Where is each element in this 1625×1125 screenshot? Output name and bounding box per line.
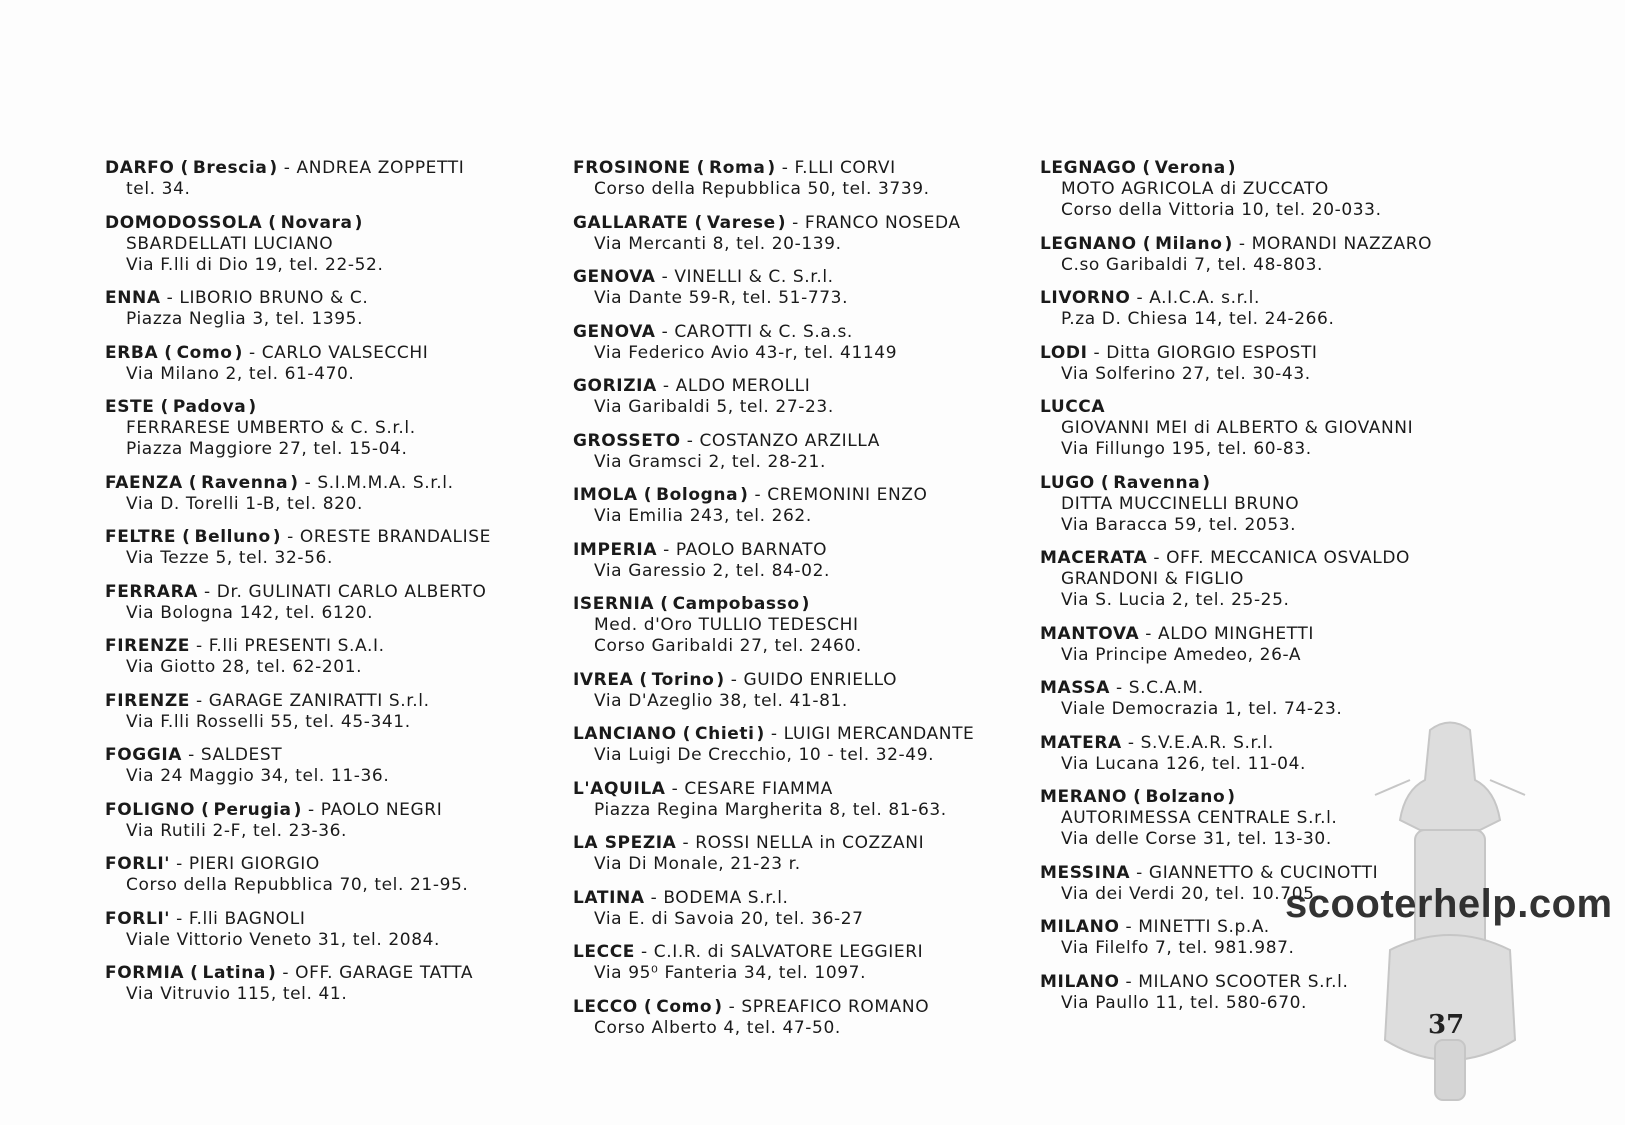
dealer-entry	[573, 997, 1018, 1039]
entry-heading	[573, 431, 1018, 452]
address-line: Via Di Monale, 21-23 r.	[594, 854, 801, 874]
province-name: ( Campobasso )	[660, 594, 810, 614]
dealer-entry	[105, 213, 545, 276]
entry-heading	[573, 833, 1018, 854]
dealer-entry	[573, 833, 1018, 875]
dealer-name: - SPREAFICO ROMANO	[723, 997, 930, 1017]
city-name: GENOVA	[573, 267, 656, 287]
city-name: FOLIGNO	[105, 799, 196, 820]
address-line: FERRARESE UMBERTO & C. S.r.l.	[126, 418, 416, 438]
dealer-entry	[573, 322, 1018, 364]
entry-heading	[1040, 678, 1480, 699]
dealer-entry	[105, 963, 545, 1005]
watermark-text: scooterhelp.com	[1285, 882, 1613, 926]
dealer-entry	[573, 431, 1018, 473]
address-line: Via Emilia 243, tel. 262.	[594, 506, 812, 526]
province-name: ( Latina )	[190, 963, 276, 983]
entry-heading	[573, 888, 1018, 909]
dealer-name: - Dr. GULINATI CARLO ALBERTO	[198, 582, 486, 602]
city-name: IMPERIA	[573, 539, 658, 560]
dealer-entry	[573, 942, 1018, 984]
dealer-entry	[105, 854, 545, 896]
dealer-entry	[105, 158, 545, 200]
dealer-entry	[105, 691, 545, 733]
address-line: Via Paullo 11, tel. 580-670.	[1061, 992, 1308, 1013]
entry-heading	[573, 942, 1018, 963]
address-line: Corso della Repubblica 50, tel. 3739.	[594, 179, 930, 199]
address-line: Via D'Azeglio 38, tel. 41-81.	[594, 690, 848, 711]
entry-heading	[573, 267, 1018, 288]
city-name: LUCCA	[1040, 397, 1106, 417]
dealer-entry	[573, 670, 1018, 712]
dealer-entry	[573, 888, 1018, 930]
address-line: Via Gramsci 2, tel. 28-21.	[594, 451, 826, 472]
dealer-name: - SALDEST	[182, 745, 282, 765]
address-line: Viale Democrazia 1, tel. 74-23.	[1061, 699, 1343, 719]
address-line: Piazza Neglia 3, tel. 1395.	[126, 309, 364, 329]
city-name: LIVORNO	[1040, 288, 1131, 308]
dealer-name: - S.V.E.A.R. S.r.l.	[1122, 733, 1274, 753]
dealer-entry	[573, 594, 1018, 657]
address-line: Via Baracca 59, tel. 2053.	[1061, 514, 1297, 535]
address-line: Corso Garibaldi 27, tel. 2460.	[594, 636, 862, 656]
entry-heading	[105, 473, 545, 494]
address-line: Piazza Regina Margherita 8, tel. 81-63.	[594, 799, 947, 820]
address-line: Via Lucana 126, tel. 11-04.	[1061, 753, 1307, 774]
province-name: ( Belluno )	[182, 527, 281, 547]
city-name: MILANO	[1040, 917, 1120, 937]
dealer-name: - LIBORIO BRUNO & C.	[161, 288, 369, 308]
entry-heading	[105, 800, 545, 821]
city-name: LA SPEZIA	[573, 833, 677, 853]
address-line: Corso Alberto 4, tel. 47-50.	[594, 1017, 841, 1038]
entry-heading	[573, 485, 1018, 506]
address-line: Corso della Vittoria 10, tel. 20-033.	[1061, 200, 1382, 220]
address-line: MOTO AGRICOLA di ZUCCATO	[1061, 179, 1329, 199]
province-name: ( Perugia )	[201, 800, 302, 820]
city-name: MILANO	[1040, 971, 1120, 992]
dealer-entry	[105, 745, 545, 787]
dealer-name: - CARLO VALSECCHI	[243, 343, 428, 363]
province-name: ( Ravenna )	[189, 473, 299, 493]
address-line: Via Solferino 27, tel. 30-43.	[1061, 363, 1311, 384]
city-name: ISERNIA	[573, 594, 655, 614]
entry-heading	[105, 582, 545, 603]
entry-heading	[105, 691, 545, 712]
dealer-name: - CESARE FIAMMA	[666, 779, 833, 799]
address-line: Viale Vittorio Veneto 31, tel. 2084.	[126, 929, 441, 950]
province-name: ( Milano )	[1143, 234, 1233, 254]
province-name: ( Varese )	[694, 213, 786, 233]
city-name: FIRENZE	[105, 690, 191, 711]
dealer-entry	[573, 724, 1018, 766]
address-line: SBARDELLATI LUCIANO	[126, 233, 334, 254]
city-name: IVREA	[573, 669, 634, 690]
province-name: ( Novara )	[268, 213, 363, 233]
address-line: Via Bologna 142, tel. 6120.	[126, 602, 374, 623]
entry-heading	[105, 527, 545, 548]
address-line: Via F.lli Rosselli 55, tel. 45-341.	[126, 711, 411, 732]
dealer-name: - MILANO SCOOTER S.r.l.	[1120, 972, 1349, 992]
address-line: Via 95⁰ Fanteria 34, tel. 1097.	[594, 963, 867, 983]
city-name: MANTOVA	[1040, 623, 1140, 644]
dealer-name: - BODEMA S.r.l.	[645, 888, 789, 908]
dealer-entry	[1040, 288, 1480, 330]
dealer-name: - A.I.C.A. s.r.l.	[1130, 288, 1260, 308]
city-name: DARFO	[105, 158, 175, 178]
province-name: ( Chieti )	[683, 724, 765, 744]
entry-heading	[1040, 234, 1480, 255]
entry-heading	[1040, 288, 1480, 309]
address-line: Piazza Maggiore 27, tel. 15-04.	[126, 439, 408, 459]
dealer-name: - GARAGE ZANIRATTI S.r.l.	[190, 691, 430, 711]
dealer-entry	[1040, 548, 1480, 611]
city-name: LODI	[1040, 342, 1088, 363]
dealer-entry	[573, 779, 1018, 821]
entry-heading	[105, 636, 545, 657]
dealer-name: - ROSSI NELLA in COZZANI	[676, 833, 924, 853]
dealer-name: - ALDO MINGHETTI	[1139, 624, 1314, 644]
city-name: ENNA	[105, 288, 161, 308]
address-line: Via Milano 2, tel. 61-470.	[126, 363, 355, 384]
city-name: FAENZA	[105, 472, 183, 493]
entry-heading	[573, 670, 1018, 691]
dealer-name: - ORESTE BRANDALISE	[281, 527, 491, 547]
city-name: GORIZIA	[573, 376, 657, 396]
entry-heading	[105, 963, 545, 984]
address-line: Via S. Lucia 2, tel. 25-25.	[1061, 590, 1290, 610]
city-name: LUGO	[1040, 472, 1095, 493]
entry-heading	[105, 213, 545, 234]
dealer-name: - F.lli BAGNOLI	[170, 909, 305, 929]
entry-heading	[573, 779, 1018, 800]
address-line: Med. d'Oro TULLIO TEDESCHI	[594, 615, 859, 635]
dealer-name: - PIERI GIORGIO	[170, 854, 320, 874]
city-name: FELTRE	[105, 527, 177, 547]
address-line: Via Tezze 5, tel. 32-56.	[126, 548, 333, 568]
dealer-name: - F.LLI CORVI	[776, 158, 896, 178]
dealer-column-1	[105, 158, 545, 1018]
dealer-name: - ANDREA ZOPPETTI	[278, 158, 465, 178]
dealer-name: - LUIGI MERCANDANTE	[765, 724, 974, 744]
city-name: DOMODOSSOLA	[105, 212, 263, 233]
dealer-entry	[1040, 678, 1480, 720]
province-name: ( Brescia )	[180, 158, 277, 178]
address-line: Via Fillungo 195, tel. 60-83.	[1061, 439, 1312, 459]
entry-heading	[573, 158, 1018, 179]
city-name: FORLI'	[105, 854, 171, 874]
dealer-entry	[105, 343, 545, 385]
city-name: GROSSETO	[573, 430, 681, 451]
entry-heading	[573, 724, 1018, 745]
dealer-name: - OFF. GARAGE TATTA	[276, 963, 473, 983]
dealer-name: - GIANNETTO & CUCINOTTI	[1130, 863, 1378, 883]
dealer-name: - VINELLI & C. S.r.l.	[656, 267, 834, 287]
address-line: Via Luigi De Crecchio, 10 - tel. 32-49.	[594, 745, 935, 765]
dealer-name: - PAOLO NEGRI	[302, 800, 442, 820]
address-line: Via Principe Amedeo, 26-A	[1061, 644, 1302, 665]
entry-heading	[105, 909, 545, 930]
dealer-name: - CREMONINI ENZO	[749, 485, 928, 505]
entry-heading	[573, 213, 1018, 234]
dealer-column-2	[573, 158, 1018, 1051]
dealer-name: - Ditta GIORGIO ESPOSTI	[1088, 343, 1318, 363]
address-line: Via Rutili 2-F, tel. 23-36.	[126, 820, 348, 841]
address-line: GRANDONI & FIGLIO	[1061, 569, 1244, 589]
dealer-name: - PAOLO BARNATO	[657, 540, 827, 560]
dealer-entry	[105, 582, 545, 624]
city-name: MACERATA	[1040, 548, 1148, 568]
entry-heading	[573, 322, 1018, 343]
address-line: Via Federico Avio 43-r, tel. 41149	[594, 342, 898, 363]
city-name: MESSINA	[1040, 862, 1131, 883]
city-name: GENOVA	[573, 321, 656, 342]
dealer-entry	[105, 636, 545, 678]
address-line: Via 24 Maggio 34, tel. 11-36.	[126, 766, 390, 786]
city-name: FORMIA	[105, 963, 185, 983]
province-name: ( Como )	[644, 997, 723, 1017]
province-name: ( Bologna )	[644, 485, 749, 505]
address-line: Via Garibaldi 5, tel. 27-23.	[594, 397, 834, 417]
province-name: ( Bolzano )	[1133, 787, 1236, 807]
address-line: Via dei Verdi 20, tel. 10.705.	[1061, 883, 1321, 904]
dealer-entry	[573, 485, 1018, 527]
city-name: FIRENZE	[105, 636, 191, 656]
entry-heading	[1040, 473, 1480, 494]
city-name: ESTE	[105, 397, 155, 417]
dealer-name: - COSTANZO ARZILLA	[681, 431, 880, 451]
province-name: ( Como )	[164, 343, 243, 363]
dealer-name: - FRANCO NOSEDA	[786, 213, 961, 233]
city-name: LEGNANO	[1040, 233, 1137, 254]
entry-heading	[573, 376, 1018, 397]
dealer-entry	[1040, 473, 1480, 536]
dealer-name: - S.C.A.M.	[1110, 678, 1204, 698]
dealer-entry	[105, 800, 545, 842]
address-line: C.so Garibaldi 7, tel. 48-803.	[1061, 254, 1323, 275]
address-line: DITTA MUCCINELLI BRUNO	[1061, 493, 1300, 514]
entry-heading	[105, 343, 545, 364]
city-name: LECCO	[573, 996, 638, 1017]
entry-heading	[573, 594, 1018, 615]
entry-heading	[1040, 397, 1480, 418]
city-name: ERBA	[105, 342, 159, 363]
address-line: Via D. Torelli 1-B, tel. 820.	[126, 493, 363, 514]
address-line: Via Vitruvio 115, tel. 41.	[126, 984, 348, 1004]
address-line: P.za D. Chiesa 14, tel. 24-266.	[1061, 309, 1335, 329]
entry-heading	[105, 854, 545, 875]
address-line: AUTORIMESSA CENTRALE S.r.l.	[1061, 808, 1338, 828]
dealer-entry	[105, 288, 545, 330]
address-line: Via Dante 59-R, tel. 51-773.	[594, 288, 849, 308]
address-line: Via delle Corse 31, tel. 13-30.	[1061, 829, 1332, 849]
entry-heading	[1040, 158, 1480, 179]
entry-heading	[105, 158, 545, 179]
dealer-name: - C.I.R. di SALVATORE LEGGIERI	[635, 942, 923, 962]
city-name: GALLARATE	[573, 212, 689, 233]
dealer-entry	[105, 527, 545, 569]
dealer-entry	[573, 376, 1018, 418]
city-name: MERANO	[1040, 787, 1128, 807]
page-number: 37	[1428, 1010, 1465, 1040]
address-line: Via Mercanti 8, tel. 20-139.	[594, 233, 842, 254]
city-name: L'AQUILA	[573, 778, 666, 799]
city-name: LECCE	[573, 942, 636, 962]
address-line: Via Filelfo 7, tel. 981.987.	[1061, 938, 1295, 958]
dealer-name: - CAROTTI & C. S.a.s.	[656, 322, 853, 342]
city-name: MASSA	[1040, 678, 1110, 698]
city-name: LATINA	[573, 887, 645, 908]
entry-heading	[573, 540, 1018, 561]
dealer-entry	[573, 158, 1018, 200]
dealer-entry	[105, 473, 545, 515]
address-line: Via Garessio 2, tel. 84-02.	[594, 560, 830, 581]
city-name: FROSINONE	[573, 158, 691, 178]
dealer-entry	[573, 540, 1018, 582]
dealer-entry	[573, 213, 1018, 255]
province-name: ( Roma )	[697, 158, 776, 178]
address-line: tel. 34.	[126, 179, 191, 199]
address-line: GIOVANNI MEI di ALBERTO & GIOVANNI	[1061, 418, 1414, 438]
entry-heading	[1040, 624, 1480, 645]
city-name: IMOLA	[573, 485, 638, 505]
dealer-entry	[1040, 158, 1480, 221]
dealer-name: - GUIDO ENRIELLO	[725, 670, 897, 690]
address-line: Corso della Repubblica 70, tel. 21-95.	[126, 875, 469, 895]
province-name: ( Torino )	[639, 670, 724, 690]
dealer-name: - MINETTI S.p.A.	[1120, 917, 1270, 937]
city-name: LANCIANO	[573, 724, 677, 744]
address-line: Via F.lli di Dio 19, tel. 22-52.	[126, 254, 384, 275]
province-name: ( Ravenna )	[1101, 473, 1211, 493]
dealer-name: - S.I.M.M.A. S.r.l.	[299, 473, 454, 493]
dealer-name: - ALDO MEROLLI	[657, 376, 810, 396]
dealer-entry	[1040, 397, 1480, 460]
province-name: ( Padova )	[160, 397, 256, 417]
dealer-entry	[105, 909, 545, 951]
entry-heading	[105, 397, 545, 418]
dealer-entry	[105, 397, 545, 460]
address-line: Via Giotto 28, tel. 62-201.	[126, 657, 363, 677]
city-name: FERRARA	[105, 581, 199, 602]
entry-heading	[1040, 343, 1480, 364]
city-name: MATERA	[1040, 732, 1122, 753]
dealer-entry	[1040, 234, 1480, 276]
entry-heading	[105, 288, 545, 309]
address-line: Via E. di Savoia 20, tel. 36-27	[594, 908, 864, 929]
city-name: LEGNAGO	[1040, 158, 1137, 178]
dealer-entry	[1040, 343, 1480, 385]
dealer-name: - OFF. MECCANICA OSVALDO	[1147, 548, 1410, 568]
province-name: ( Verona )	[1142, 158, 1236, 178]
city-name: FOGGIA	[105, 745, 183, 765]
dealer-name: - F.lli PRESENTI S.A.I.	[190, 636, 385, 656]
dealer-name: - MORANDI NAZZARO	[1233, 234, 1432, 254]
entry-heading	[105, 745, 545, 766]
dealer-entry	[573, 267, 1018, 309]
dealer-entry	[1040, 624, 1480, 666]
entry-heading	[1040, 548, 1480, 569]
city-name: FORLI'	[105, 908, 171, 929]
entry-heading	[573, 997, 1018, 1018]
